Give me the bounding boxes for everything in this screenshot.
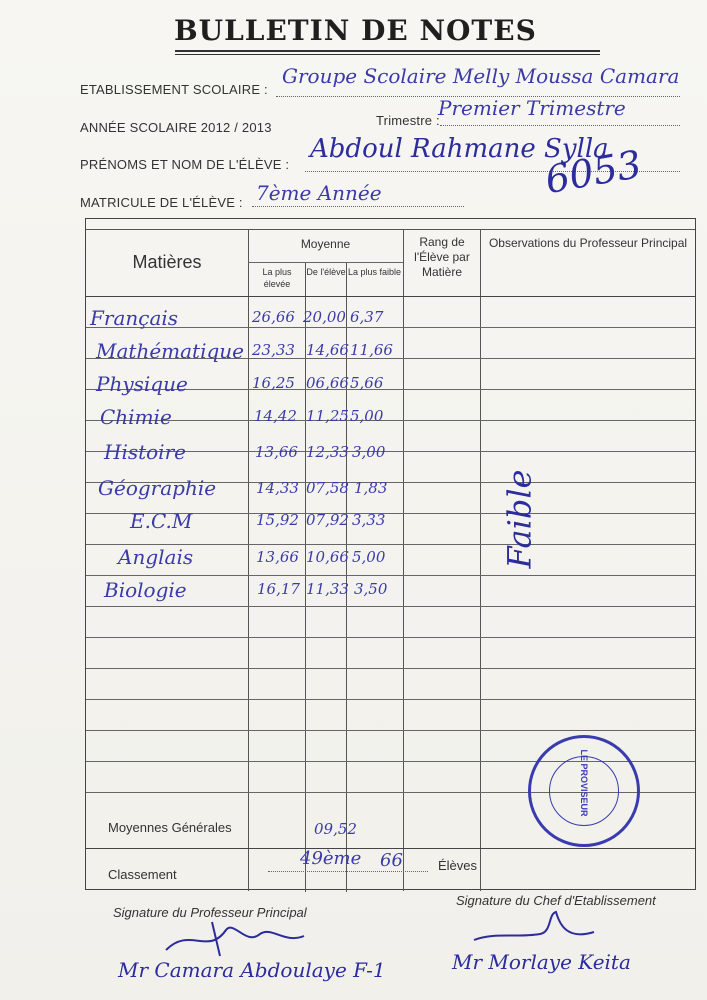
etablissement-label: ETABLISSEMENT SCOLAIRE : [80,82,268,97]
grade-plus-faible: 6,37 [350,308,384,326]
col-header-rang: Rang de l'Élève par Matière [414,235,470,279]
row-line [86,420,695,421]
classement-suffix: Élèves [438,858,478,873]
col-header-observations: Observations du Professeur Principal [488,236,688,250]
subject-name: Biologie [104,578,187,602]
subject-name: Géographie [98,476,217,500]
trimestre-label: Trimestre : [376,113,440,128]
grade-plus-elevee: 13,66 [256,548,299,566]
grade-plus-elevee: 14,42 [254,407,297,425]
grade-plus-faible: 11,66 [350,341,393,359]
row-line [86,575,695,576]
grade-eleve: 20,00 [303,308,346,326]
row-line [86,637,695,638]
grade-plus-faible: 1,83 [354,479,388,497]
grade-eleve: 10,66 [306,548,349,566]
header-bottom-line [86,296,695,297]
subject-name: Chimie [100,405,172,429]
header-top-line [86,229,695,230]
school-stamp [528,735,640,847]
trimestre-dotline [440,125,680,126]
matricule-number: 6053 [541,141,645,203]
col-header-plus-elevee: La plus élevée [262,267,292,289]
observation-value: Faible [500,469,539,569]
subject-name: E.C.M [130,509,193,533]
trimestre-value: Premier Trimestre [438,96,626,120]
moyenne-subheader-line [248,262,403,263]
row-line [86,668,695,669]
classement-rank: 49ème [300,848,362,869]
grade-plus-faible: 3,50 [354,580,388,598]
grade-plus-faible: 3,33 [352,511,386,529]
chef-name: Mr Morlaye Keita [452,950,631,974]
grade-plus-elevee: 16,25 [252,374,295,392]
grade-eleve: 07,92 [306,511,349,529]
chef-signature-scribble [470,910,600,950]
prof-name: Mr Camara Abdoulaye F-1 [118,958,386,982]
title-underline-thin [175,54,600,55]
grade-eleve: 11,25 [306,407,349,425]
moyennes-generales-label: Moyennes Générales [108,820,232,835]
grade-eleve: 12,33 [306,443,349,461]
classement-total: 66 [380,850,403,871]
subject-name: Histoire [104,440,186,464]
moyennes-generales-value: 09,52 [314,820,357,838]
col-header-de-eleve: De l'élève [306,267,346,277]
grade-plus-faible: 5,00 [352,548,386,566]
prof-signature-scribble [160,916,310,960]
grade-plus-elevee: 13,66 [255,443,298,461]
matricule-value: 7ème Année [256,181,382,205]
prof-signature-label: Signature du Professeur Principal [113,905,307,920]
subject-name: Français [90,306,179,330]
col-header-matieres: Matières [132,252,202,272]
grade-plus-elevee: 26,66 [252,308,295,326]
grade-plus-faible: 3,00 [352,443,386,461]
grade-eleve: 06,66 [306,374,349,392]
grade-eleve: 14,66 [306,341,349,359]
stamp-text: LE PROVISEUR [579,749,589,817]
row-line [86,730,695,731]
nom-eleve-label: PRÉNOMS ET NOM DE L'ÉLÈVE : [80,157,290,172]
col-header-plus-faible: La plus faible [347,267,402,277]
col-header-moyenne: Moyenne [300,237,351,251]
classement-label: Classement [108,867,177,882]
nom-eleve-value: Abdoul Rahmane Sylla [310,134,609,164]
page-title: BULLETIN DE NOTES [174,14,537,47]
subject-name: Anglais [118,545,194,569]
row-line [86,606,695,607]
etablissement-value: Groupe Scolaire Melly Moussa Camara [282,64,680,88]
moyennes-generales-line [86,848,695,849]
grade-plus-elevee: 16,17 [257,580,300,598]
annee-scolaire-label: ANNÉE SCOLAIRE 2012 / 2013 [80,120,272,135]
row-line [86,699,695,700]
grade-plus-elevee: 23,33 [252,341,295,359]
matricule-label: MATRICULE DE L'ÉLÈVE : [80,195,243,210]
grade-plus-elevee: 15,92 [256,511,299,529]
matricule-dotline [252,206,464,207]
title-underline [175,50,600,52]
classement-dotline [268,871,428,872]
grade-plus-elevee: 14,33 [256,479,299,497]
subject-name: Mathématique [96,339,244,363]
grade-plus-faible: 5,00 [350,407,384,425]
grade-eleve: 07,58 [306,479,349,497]
grade-plus-faible: 5,66 [350,374,384,392]
chef-signature-label: Signature du Chef d'Etablissement [456,893,656,908]
grade-eleve: 11,33 [306,580,349,598]
subject-name: Physique [96,372,188,396]
